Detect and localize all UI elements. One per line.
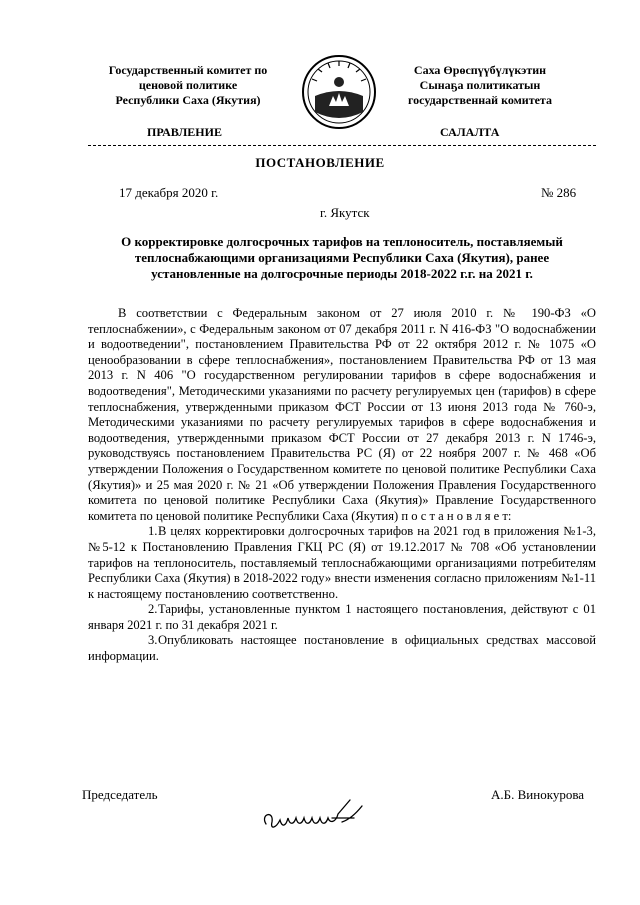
coat-of-arms-emblem-icon xyxy=(301,54,377,130)
header-divider xyxy=(88,145,596,146)
header-right-line: государственнай комитета xyxy=(408,93,552,107)
item-number: 1. xyxy=(148,524,158,539)
header-left-line: ценовой политике xyxy=(138,78,238,92)
header-left-subtitle: ПРАВЛЕНИЕ xyxy=(147,125,222,139)
item-text: Опубликовать настоящее постановление в официальных средствах массовой информации. xyxy=(88,633,596,664)
list-item xyxy=(88,602,596,633)
signer-role: Председатель xyxy=(82,787,158,802)
item-text: Тарифы, установленные пунктом 1 настоящего постановления, действуют с 01 января 2021 г. по 31 декабря 2021 г. xyxy=(88,602,596,632)
document-date: 17 декабря 2020 г. xyxy=(119,185,219,200)
header-right-org xyxy=(380,63,580,108)
handwritten-signature-icon xyxy=(258,792,378,842)
header-left-org xyxy=(88,63,288,108)
header-left-line: Республики Саха (Якутия) xyxy=(115,93,261,107)
document-type: ПОСТАНОВЛЕНИЕ xyxy=(255,155,385,170)
item-number: 2. xyxy=(148,602,158,617)
signer-name: А.Б. Винокурова xyxy=(491,787,585,802)
document-number: № 286 xyxy=(541,185,577,200)
document-city: г. Якутск xyxy=(320,205,370,220)
document-body xyxy=(88,306,596,665)
header-left-line: Государственный комитет по xyxy=(108,63,268,77)
list-item xyxy=(88,524,596,602)
item-text: В целях корректировки долгосрочных тарифов на 2021 год в приложения №1-3, №5-12 к Постановлению Правления ГКЦ РС (Я) от 19.12.2017 № 708 «Об установлении тарифов на теплоноситель, поставляемый теплоснабжающими организациями потребителям Республики Саха (Якутия) в 2018-2022 году» внести изменения согласно приложениям №1-11 к настоящему постановлению соответственно. xyxy=(88,524,596,601)
header-right-line: Саха Өрөспүүбүлүкэтин xyxy=(413,63,547,77)
header-right-line: Сынаҕа политикатын xyxy=(419,78,541,92)
document-title: О корректировке долгосрочных тарифов на теплоноситель, поставляемый теплоснабжающими организациями Республики Саха (Якутия), ранее установленные на долгосрочные периоды 2018-2022 г.г. на 2021 г. xyxy=(121,234,563,281)
preamble-paragraph: В соответствии с Федеральным законом от 27 июля 2010 г. № 190-ФЗ «О теплоснабжении», с Федеральным законом от 07 декабря 2011 г. N 416-ФЗ "О водоснабжении и водоотведении", постановлением Правительства РФ от 22 октября 2012 г. № 1075 «О ценообразовании в сфере теплоснабжения», постановлением Правительства РФ от 13 мая 2013 г. N 406 "О государственном регулировании тарифов в сфере водоснабжения и водоотведения", Методическими указаниями по расчету регулируемых цен (тарифов) в сфере теплоснабжения, утвержденными приказом ФСТ России от 13 июня 2013 года № 760-э, Методическими указаниями по расчету регулируемых тарифов в сфере водоснабжения и водоотведения, утвержденными приказом ФСТ России от 27 декабря 2013 г. N 1746-э, руководствуясь постановлением Правительства РС (Я) от 22 ноября 2007 г. № 468 «Об утверждении Положения о Государственном комитете по ценовой политике Республики Саха (Якутия)» и 25 мая 2020 г. № 21 «Об утверждении Положения Правления Государственного комитета по ценовой политике Республики Саха (Якутия)» Правление Государственного комитета по ценовой политике Республики Саха (Якутия) п о с т а н о в л я е т: xyxy=(88,306,596,523)
list-item xyxy=(88,633,596,664)
header-right-subtitle: САЛАЛТА xyxy=(440,125,500,139)
item-number: 3. xyxy=(148,633,158,648)
